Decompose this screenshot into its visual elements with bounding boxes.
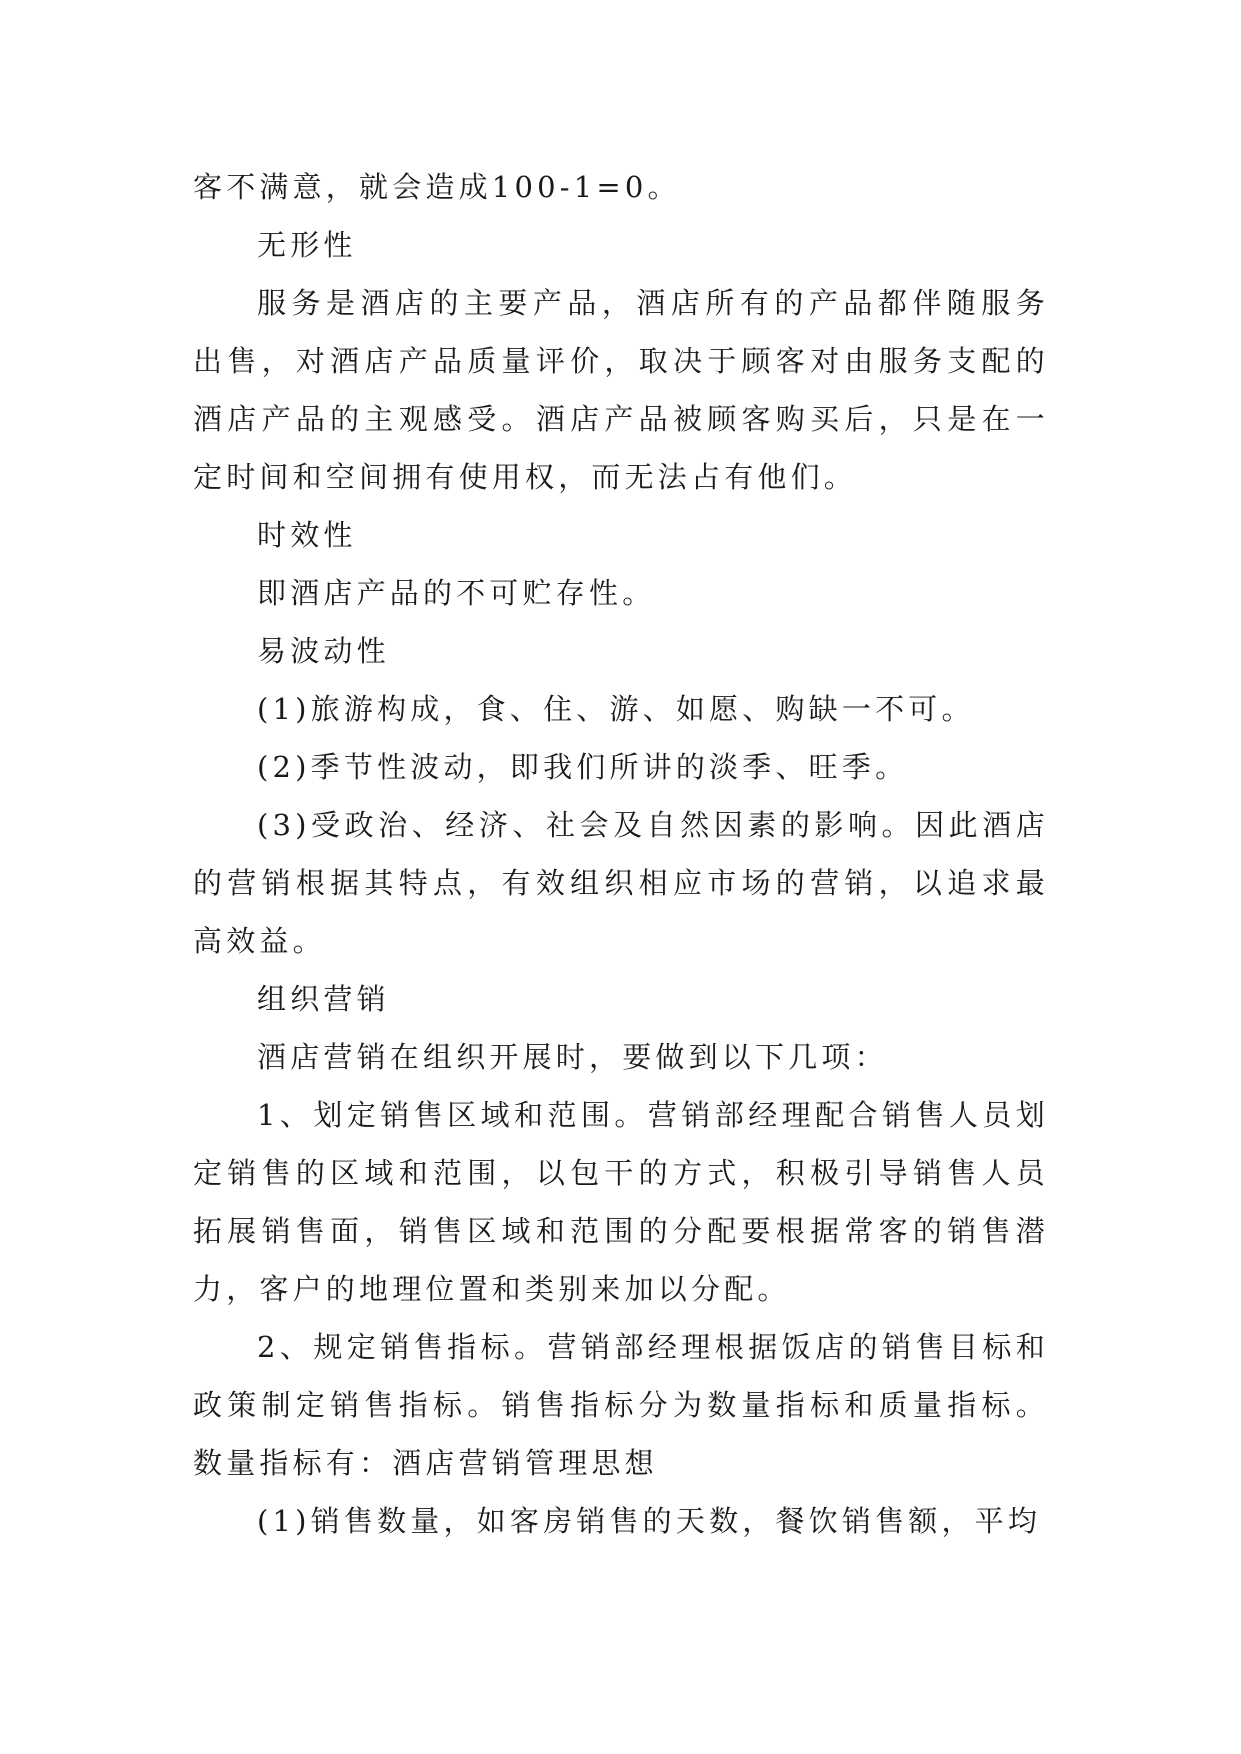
- document-body: [193, 158, 1049, 1550]
- paragraph-sales-area: 1、划定销售区域和范围。营销部经理配合销售人员划定销售的区域和范围，以包干的方式，积极引导销售人员拓展销售面，销售区域和范围的分配要根据常客的销售潜力，客户的地理位置和类别来加以分配。: [193, 1098, 1049, 1306]
- list-item-seasonal: (2)季节性波动，即我们所讲的淡季、旺季。: [257, 750, 909, 784]
- list-item-external-factors: (3)受政治、经济、社会及自然因素的影响。因此酒店的营销根据其特点，有效组织相应市场的营销，以追求最高效益。: [193, 808, 1049, 958]
- list-item-sales-quantity: (1)销售数量，如客房销售的天数，餐饮销售额，平均: [257, 1504, 1042, 1538]
- paragraph-continuation: 客不满意，就会造成100-1=0。: [193, 170, 681, 204]
- heading-volatility: 易波动性: [257, 634, 390, 668]
- paragraph-service-product: 服务是酒店的主要产品，酒店所有的产品都伴随服务出售，对酒店产品质量评价，取决于顾客对由服务支配的酒店产品的主观感受。酒店产品被顾客购买后，只是在一定时间和空间拥有使用权，而无法占有他们。: [193, 286, 1049, 494]
- heading-organized-marketing: 组织营销: [257, 982, 390, 1016]
- paragraph-marketing-intro: 酒店营销在组织开展时，要做到以下几项：: [257, 1040, 888, 1074]
- heading-intangibility: 无形性: [257, 228, 357, 262]
- list-item-tourism: (1)旅游构成，食、住、游、如愿、购缺一不可。: [257, 692, 975, 726]
- heading-timeliness: 时效性: [257, 518, 357, 552]
- paragraph-sales-targets: 2、规定销售指标。营销部经理根据饭店的销售目标和政策制定销售指标。销售指标分为数量指标和质量指标。数量指标有：酒店营销管理思想: [193, 1330, 1049, 1480]
- paragraph-non-storable: 即酒店产品的不可贮存性。: [257, 576, 656, 610]
